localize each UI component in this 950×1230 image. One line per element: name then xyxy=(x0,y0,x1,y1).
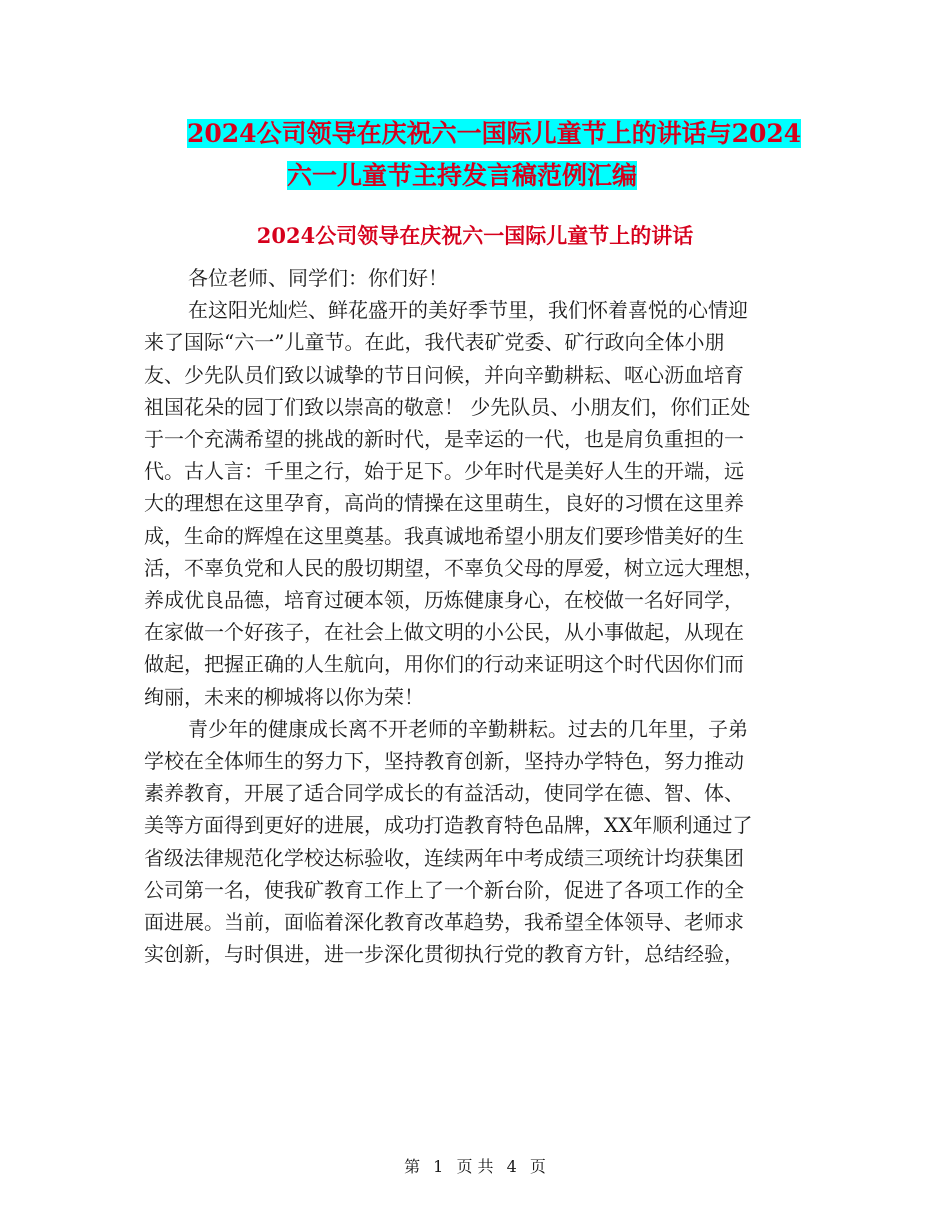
title-highlight: 2024公司领导在庆祝六一国际儿童节上的讲话与2024 xyxy=(187,119,802,148)
title-highlight: 六一儿童节主持发言稿范例汇编 xyxy=(287,161,638,190)
document-title-line xyxy=(140,155,820,197)
footer-prefix: 第 xyxy=(404,1157,421,1176)
body-line: 素养教育，开展了适合同学成长的有益活动，使同学在德、智、体、 xyxy=(144,781,744,806)
body-text xyxy=(144,262,810,970)
body-line: 实创新，与时俱进，进一步深化贯彻执行党的教育方针，总结经验， xyxy=(144,942,744,967)
body-line: 祖国花朵的园丁们致以崇高的敬意！ 少先队员、小朋友们，你们正处 xyxy=(144,394,751,419)
document-title-line xyxy=(140,113,820,155)
footer-page-number: 1 xyxy=(433,1157,444,1176)
page-footer xyxy=(0,1154,950,1177)
body-line: 来了国际“六一”儿童节。在此，我代表矿党委、矿行政向全体小朋 xyxy=(144,330,725,355)
section-title: 2024公司领导在庆祝六一国际儿童节上的讲话 xyxy=(256,223,694,248)
footer-total-pages: 4 xyxy=(506,1157,517,1176)
body-line: 在这阳光灿烂、鲜花盛开的美好季节里，我们怀着喜悦的心情迎 xyxy=(188,298,748,323)
body-line: 在家做一个好孩子，在社会上做文明的小公民，从小事做起，从现在 xyxy=(144,620,744,645)
body-line: 成，生命的辉煌在这里奠基。我真诚地希望小朋友们要珍惜美好的生 xyxy=(144,523,744,548)
body-line: 活，不辜负党和人民的殷切期望，不辜负父母的厚爱，树立远大理想， xyxy=(144,555,764,580)
body-line: 学校在全体师生的努力下，坚持教育创新，坚持办学特色，努力推动 xyxy=(144,749,744,774)
body-line: 绚丽，未来的柳城将以你为荣！ xyxy=(144,684,424,709)
document-title xyxy=(140,113,820,197)
footer-middle: 页 共 xyxy=(456,1157,494,1176)
footer-suffix: 页 xyxy=(529,1157,546,1176)
body-line: 各位老师、同学们：你们好！ xyxy=(188,266,448,290)
body-line: 代。古人言：千里之行，始于足下。少年时代是美好人生的开端，远 xyxy=(144,459,744,484)
body-line: 公司第一名，使我矿教育工作上了一个新台阶，促进了各项工作的全 xyxy=(144,877,744,902)
body-line: 美等方面得到更好的进展，成功打造教育特色品牌，XX年顺利通过了 xyxy=(144,813,753,838)
body-line: 友、少先队员们致以诚挚的节日问候，并向辛勤耕耘、呕心沥血培育 xyxy=(144,362,744,387)
body-line: 大的理想在这里孕育，高尚的情操在这里萌生，良好的习惯在这里养 xyxy=(144,491,744,516)
body-line: 养成优良品德，培育过硬本领，历炼健康身心，在校做一名好同学， xyxy=(144,588,744,613)
body-line: 做起，把握正确的人生航向，用你们的行动来证明这个时代因你们而 xyxy=(144,652,744,677)
body-line: 面进展。当前，面临着深化教育改革趋势，我希望全体领导、老师求 xyxy=(144,910,744,935)
body-line: 于一个充满希望的挑战的新时代，是幸运的一代，也是肩负重担的一 xyxy=(144,427,744,452)
body-line: 省级法律规范化学校达标验收，连续两年中考成绩三项统计均获集团 xyxy=(144,845,744,870)
body-line: 青少年的健康成长离不开老师的辛勤耕耘。过去的几年里，子弟 xyxy=(188,716,748,741)
